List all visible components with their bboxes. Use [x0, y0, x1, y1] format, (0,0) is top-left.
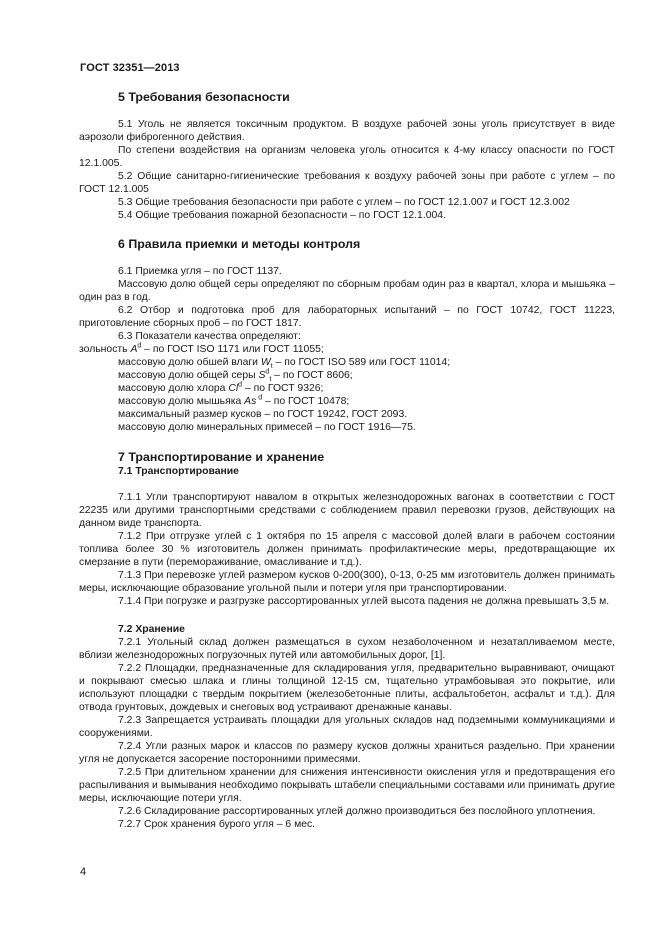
paragraph-7-2-4: 7.2.4 Угли разных марок и классов по размеру кусков должны храниться раздельно. При хранении угля не допускается засорение посторонними примесями.	[79, 741, 615, 765]
paragraph-5-1-hazard: По степени воздействия на организм человека уголь относится к 4-му классу опасности по ГОСТ 12.1.005.	[79, 145, 615, 169]
quality-moisture: массовую долю обшей влаги $W_t$ – по ГОСТ ISO 589 или ГОСТ 11014;	[118, 357, 451, 371]
section-7-title: 7 Транспортирование и хранение	[118, 450, 325, 464]
paragraph-7-2-1: 7.2.1 Угольный склад должен размещаться в сухом незаболоченном и незатапливаемом месте, вблизи железнодорожных погрузочных путей или автомобильных дорог, [1].	[79, 637, 615, 661]
paragraph-7-2-2: 7.2.2 Площадки, предназначенные для складирования угля, предварительно выравнивают, очищают и покрывают смесью шлака и глины толщиной 12-15 см, тщательно утрамбовывая это покрытие, или используют площадки с твердым покрытием (железобетонные плиты, асфальтобетон, асфальт и т.д.). Для отвода грунтовых, дождевых и снеговых вод устраивают дренажные канавы.	[79, 663, 615, 713]
paragraph-7-1-1: 7.1.1 Угли транспортируют навалом в открытых железнодорожных вагонах в соответствии с ГОСТ 22235 или другими транспортными средствами с соблюдением правил перевозки грузов, действующих на данном виде транспорта.	[79, 492, 615, 529]
paragraph-6-3: 6.3 Показатели качества определяют:	[118, 331, 301, 342]
paragraph-5-1: 5.1 Уголь не является токсичным продуктом. В воздухе рабочей зоны уголь присутствует в виде аэрозоли фиброгенного действия.	[79, 119, 615, 143]
paragraph-6-1-sampling: Массовую долю общей серы определяют по сборным пробам один раз в квартал, хлора и мышьяка – один раз в год.	[79, 279, 615, 303]
quality-minerals: массовую долю минеральных примесей – по ГОСТ 1916—75.	[118, 422, 416, 433]
paragraph-7-1-4: 7.1.4 При погрузке и разгрузке рассортированных углей высота падения не должна превышать 3,5 м.	[118, 596, 610, 607]
quality-arsenic: массовую долю мышьяка As $^d$ – по ГОСТ 10478;	[118, 394, 350, 407]
paragraph-7-1-2: 7.1.2 При отгрузке углей с 1 октября по 15 апреля с массовой долей влаги в рабочем состоянии топлива более 30 % изготовитель должен принимать профилактические меры, предотвращающие их смерзание в пути (перемораживание, омасливание и т.д.).	[79, 531, 615, 568]
subsection-7-1-title: 7.1 Транспортирование	[118, 466, 239, 477]
quality-ash: зольность $A^d$ – по ГОСТ ISO 1171 или ГОСТ 11055;	[79, 342, 324, 355]
paragraph-5-3: 5.3 Общие требования безопасности при работе с углем – по ГОСТ 12.1.007 и ГОСТ 12.3.002	[118, 197, 570, 208]
quality-sulfur: массовую долю общей серы $S^d_t$ – по ГОСТ 8606;	[118, 368, 353, 384]
document-body	[79, 86, 615, 831]
quality-size: максимальный размер кусков – по ГОСТ 19242, ГОСТ 2093.	[118, 409, 408, 420]
paragraph-7-2-6: 7.2.6 Складирование рассортированных углей должно производиться без послойного уплотнения.	[118, 806, 596, 817]
paragraph-7-2-3: 7.2.3 Запрещается устраивать площадки для угольных складов над подземными коммуникациями и сооружениями.	[79, 715, 615, 739]
document-code: ГОСТ 32351—2013	[80, 62, 180, 74]
paragraph-5-2: 5.2 Общие санитарно-гигиенические требования к воздуху рабочей зоны при работе с углем – по ГОСТ 12.1.005	[79, 171, 615, 195]
paragraph-6-1: 6.1 Приемка угля – по ГОСТ 1137.	[118, 266, 282, 277]
subsection-7-2-title: 7.2 Хранение	[118, 624, 185, 635]
quality-chlorine: массовую долю хлора Cl$^d$ – по ГОСТ 9326;	[118, 381, 324, 394]
page-number: 4	[80, 866, 87, 878]
section-6-title: 6 Правила приемки и методы контроля	[118, 237, 361, 251]
paragraph-7-2-7: 7.2.7 Срок хранения бурого угля – 6 мес.	[118, 819, 316, 830]
section-5-title: 5 Требования безопасности	[118, 90, 290, 104]
paragraph-7-1-3: 7.1.3 При перевозке углей размером кусков 0-200(300), 0-13, 0-25 мм изготовитель должен принимать меры, исключающие образование угольной пыли и потери угля при транспортировании.	[79, 570, 615, 594]
paragraph-6-2: 6.2 Отбор и подготовка проб для лабораторных испытаний – по ГОСТ 10742, ГОСТ 11223, приготовление сборных проб – по ГОСТ 1817.	[79, 305, 615, 329]
paragraph-7-2-5: 7.2.5 При длительном хранении для снижения интенсивности окисления угля и предотвращения его распыливания и вымывания необходимо покрывать штабели специальными составами или принимать другие меры, исключающие потери угля.	[79, 767, 615, 804]
paragraph-5-4: 5.4 Общие требования пожарной безопасности – по ГОСТ 12.1.004.	[118, 210, 446, 221]
